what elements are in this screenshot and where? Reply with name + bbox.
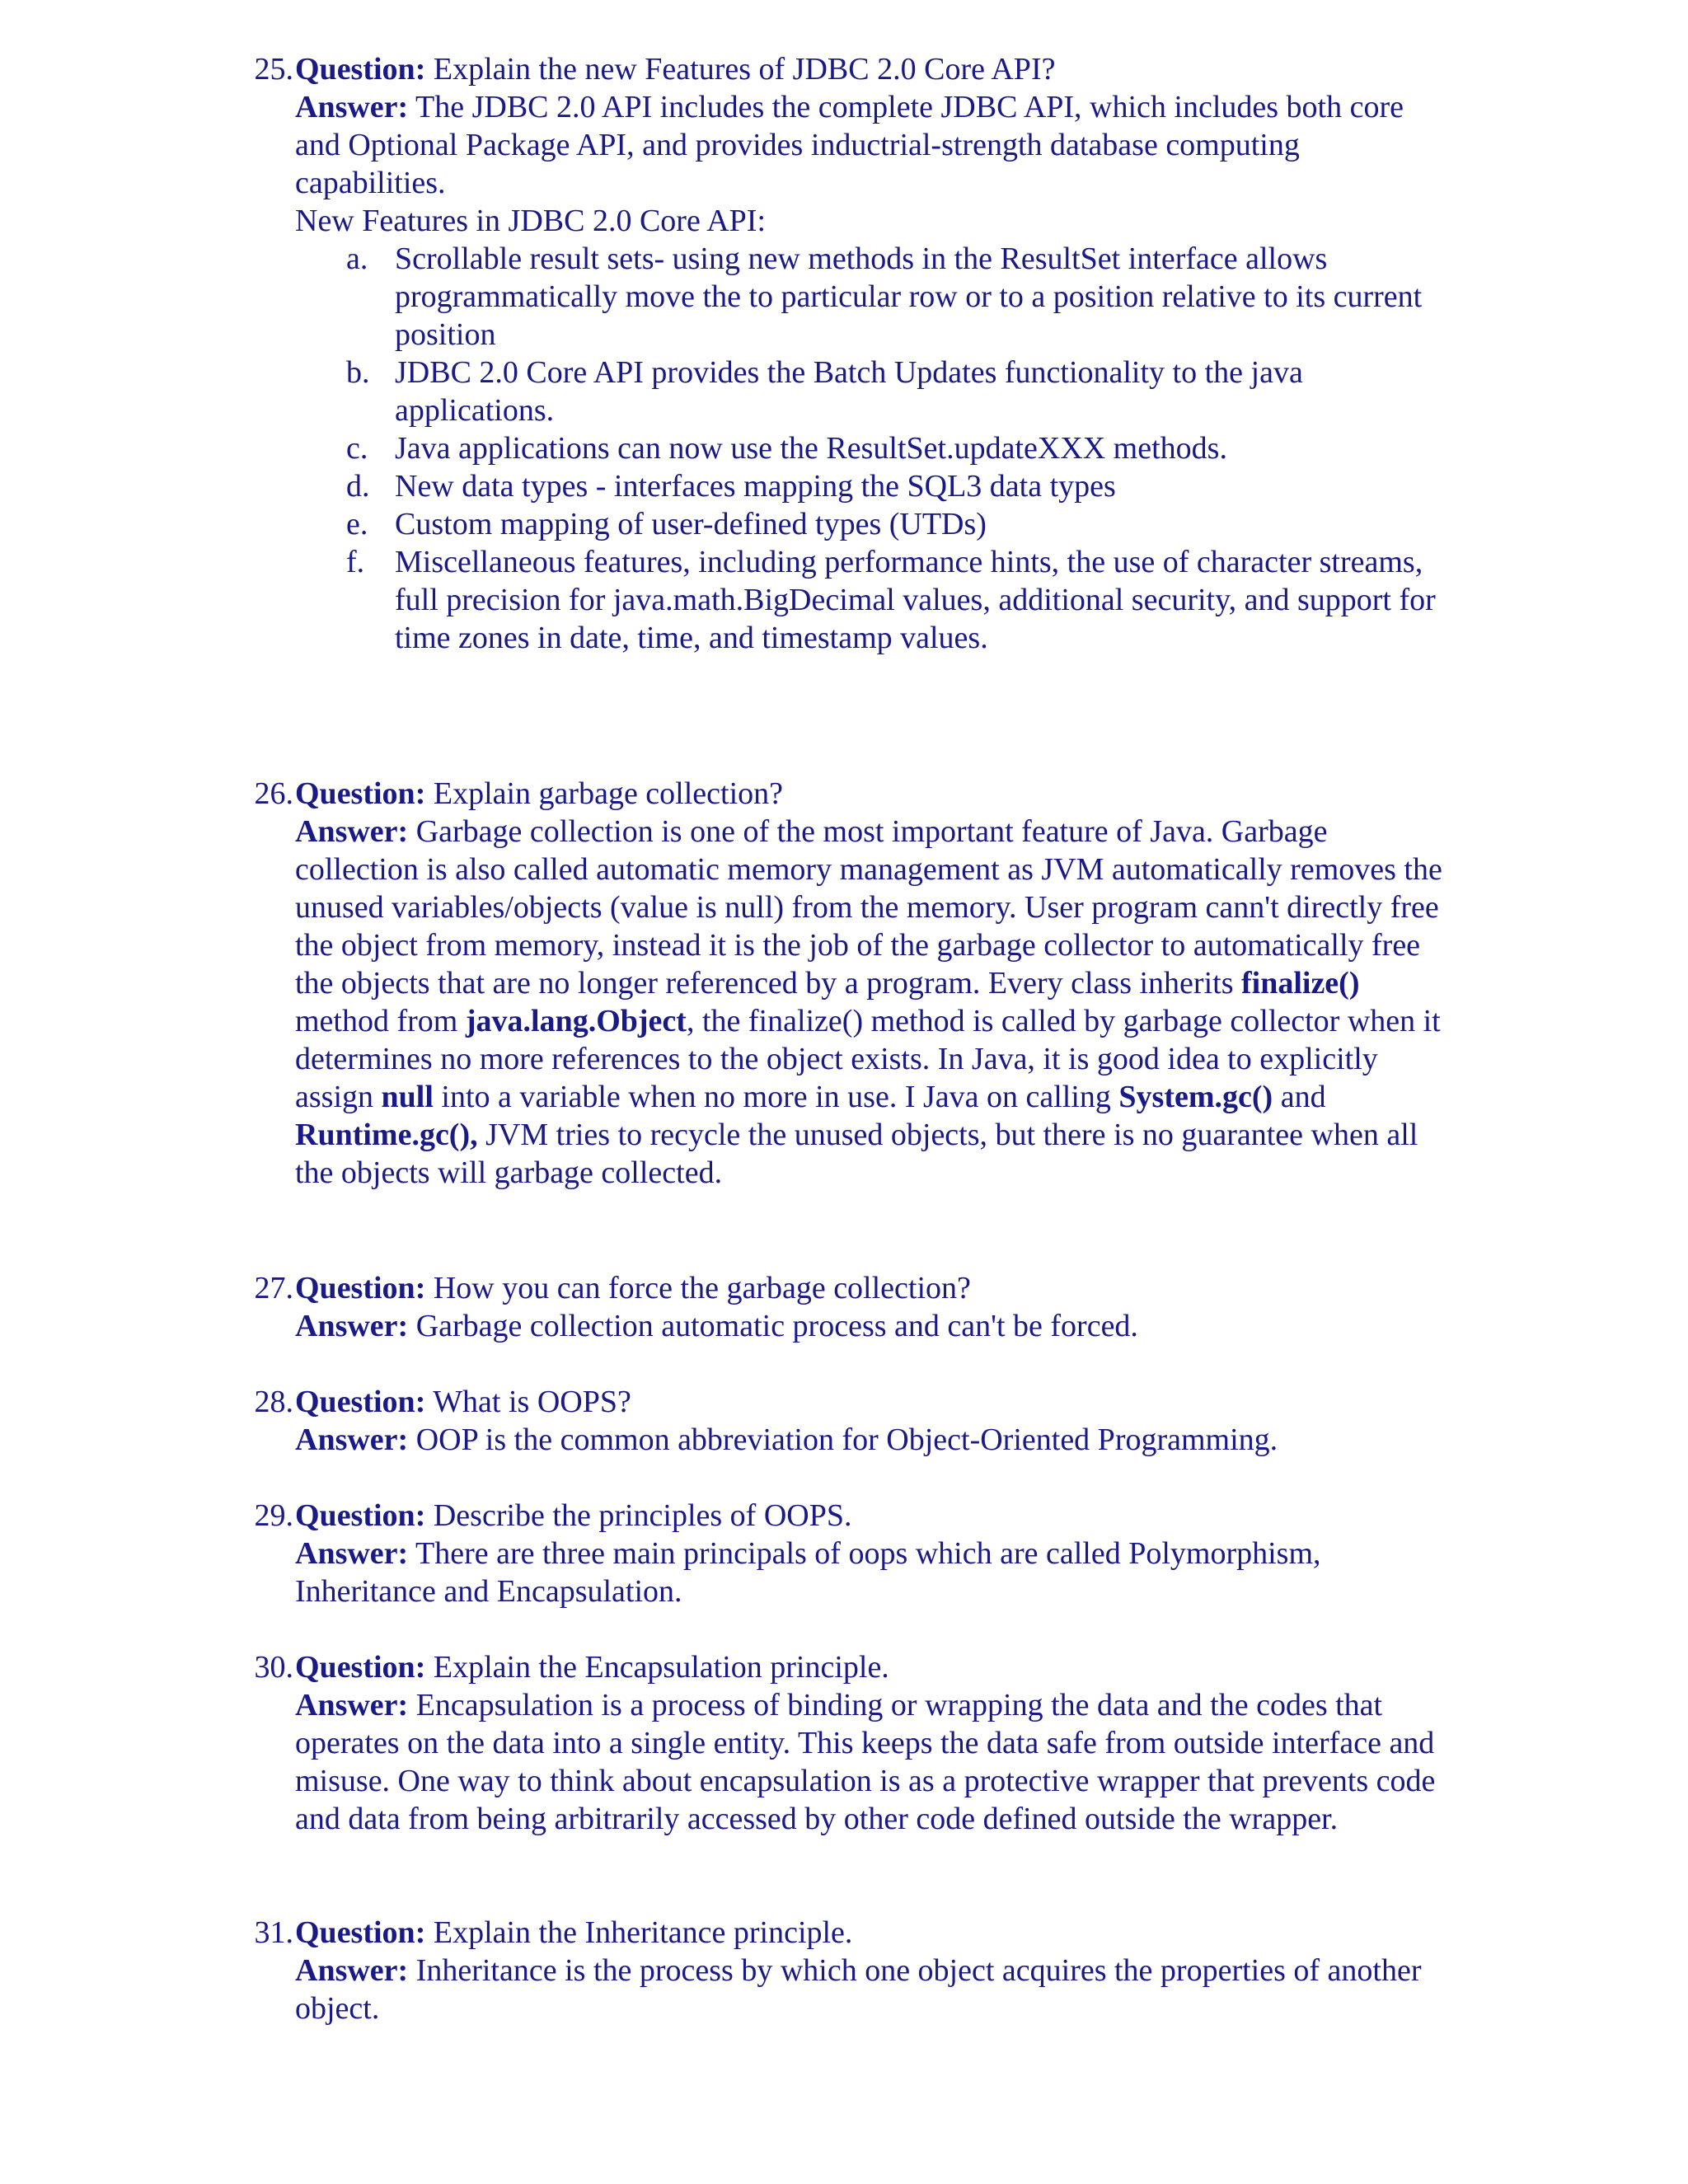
question-label: Question: — [295, 52, 426, 87]
answer-paragraph — [295, 813, 1449, 1192]
answer-label: Answer: — [295, 90, 409, 124]
question-label: Question: — [295, 776, 426, 811]
code-java-lang-object: java.lang.Object — [465, 1004, 687, 1038]
feature-text: JDBC 2.0 Core API provides the Batch Updates functionality to the java applications. — [395, 355, 1303, 428]
answer-paragraph — [295, 88, 1449, 202]
answer-label: Answer: — [295, 1422, 409, 1457]
answer-text: , the finalize() method is called by garbage collector when it determines no more references to the object exists. In Java, it is good idea to explicitly assign — [295, 1004, 1441, 1114]
answer-text: JVM tries to recycle the unused objects, but there is no guarantee when all the objects will garbage collected. — [295, 1118, 1418, 1190]
question-line — [295, 1383, 1449, 1421]
answer-text: Inheritance is the process by which one object acquires the properties of another object. — [295, 1953, 1422, 2026]
answer-paragraph — [295, 1535, 1449, 1610]
feature-letter: d. — [346, 469, 370, 504]
answer-paragraph — [295, 1952, 1449, 2027]
question-line — [295, 50, 1449, 88]
answer-paragraph — [295, 1686, 1449, 1838]
feature-item — [295, 240, 1449, 354]
answer-label: Answer: — [295, 1536, 409, 1571]
question-line — [295, 1497, 1449, 1535]
answer-paragraph — [295, 1421, 1449, 1459]
question-label: Question: — [295, 1915, 426, 1950]
feature-text: Scrollable result sets- using new methods in the ResultSet interface allows programmatically move the to particular row or to a position relative to its current position — [395, 241, 1423, 352]
qa-item-31 — [254, 1914, 1449, 2027]
answer-label: Answer: — [295, 1953, 409, 1988]
question-label: Question: — [295, 1650, 426, 1685]
qa-item-29 — [254, 1497, 1449, 1610]
answer-paragraph — [295, 1307, 1449, 1345]
feature-letter: a. — [346, 241, 368, 276]
feature-letter: e. — [346, 507, 368, 541]
answer-label: Answer: — [295, 1688, 409, 1722]
question-label: Question: — [295, 1271, 426, 1305]
question-number: 26. — [254, 776, 293, 811]
answer-text: Garbage collection is one of the most important feature of Java. Garbage collection is also called automatic memory management as JVM automatically removes the unused variables/objects (value is null) from the memory. User program cann't directly free the object from memory, instead it is the job of the garbage collector to automatically free the objects that are no longer referenced by a program. Every class inherits — [295, 814, 1442, 1001]
question-text: Describe the principles of OOPS. — [433, 1498, 852, 1533]
question-number: 28. — [254, 1385, 293, 1419]
code-system-gc: System.gc() — [1118, 1080, 1273, 1114]
question-number: 30. — [254, 1650, 293, 1685]
code-null: null — [381, 1080, 434, 1114]
answer-text: Encapsulation is a process of binding or wrapping the data and the codes that operates on the data into a single entity. This keeps the data safe from outside interface and misuse. One way to think about encapsulation is as a protective wrapper that prevents code and data from being arbitrarily accessed by other code defined outside the wrapper. — [295, 1688, 1436, 1836]
question-line — [295, 1648, 1449, 1686]
question-text: What is OOPS? — [433, 1385, 631, 1419]
answer-text: and — [1273, 1080, 1326, 1114]
question-label: Question: — [295, 1498, 426, 1533]
feature-text: Miscellaneous features, including performance hints, the use of character streams, full precision for java.math.BigDecimal values, additional security, and support for time zones in date, time, and timestamp values. — [395, 545, 1436, 655]
feature-letter: b. — [346, 355, 370, 390]
qa-item-28 — [254, 1383, 1449, 1459]
answer-text: into a variable when no more in use. I Java on calling — [433, 1080, 1119, 1114]
features-heading: New Features in JDBC 2.0 Core API: — [295, 204, 767, 238]
code-runtime-gc: Runtime.gc(), — [295, 1118, 478, 1152]
feature-item — [295, 467, 1449, 505]
feature-letter: c. — [346, 431, 368, 466]
feature-item — [295, 505, 1449, 543]
question-text: How you can force the garbage collection? — [433, 1271, 971, 1305]
question-text: Explain the new Features of JDBC 2.0 Core API? — [433, 52, 1056, 87]
question-line — [295, 775, 1449, 813]
feature-text: Java applications can now use the ResultSet.updateXXX methods. — [395, 431, 1227, 466]
feature-text: New data types - interfaces mapping the SQL3 data types — [395, 469, 1116, 504]
answer-text: The JDBC 2.0 API includes the complete JDBC API, which includes both core and Optional Package API, and provides inductrial-strength database computing capabilities. — [295, 90, 1404, 200]
code-finalize: finalize() — [1240, 966, 1360, 1001]
question-line — [295, 1914, 1449, 1952]
question-text: Explain the Inheritance principle. — [433, 1915, 853, 1950]
feature-item — [295, 429, 1449, 467]
question-number: 25. — [254, 52, 293, 87]
qa-item-25 — [254, 50, 1449, 657]
answer-text: Garbage collection automatic process and can't be forced. — [415, 1309, 1138, 1343]
question-label: Question: — [295, 1385, 426, 1419]
qa-item-27 — [254, 1269, 1449, 1345]
answer-text: There are three main principals of oops which are called Polymorphism, Inheritance and Encapsulation. — [295, 1536, 1321, 1609]
qa-item-26 — [254, 775, 1449, 1192]
feature-text: Custom mapping of user-defined types (UTDs) — [395, 507, 987, 541]
answer-label: Answer: — [295, 814, 409, 849]
question-text: Explain garbage collection? — [433, 776, 784, 811]
question-number: 27. — [254, 1271, 293, 1305]
answer-label: Answer: — [295, 1309, 409, 1343]
feature-item — [295, 543, 1449, 657]
question-text: Explain the Encapsulation principle. — [433, 1650, 889, 1685]
answer-text: method from — [295, 1004, 466, 1038]
features-list — [295, 240, 1449, 657]
question-line — [295, 1269, 1449, 1307]
question-number: 31. — [254, 1915, 293, 1950]
qa-item-30 — [254, 1648, 1449, 1838]
feature-letter: f. — [346, 545, 365, 579]
feature-item — [295, 354, 1449, 429]
question-number: 29. — [254, 1498, 293, 1533]
answer-text: OOP is the common abbreviation for Object-Oriented Programming. — [415, 1422, 1278, 1457]
